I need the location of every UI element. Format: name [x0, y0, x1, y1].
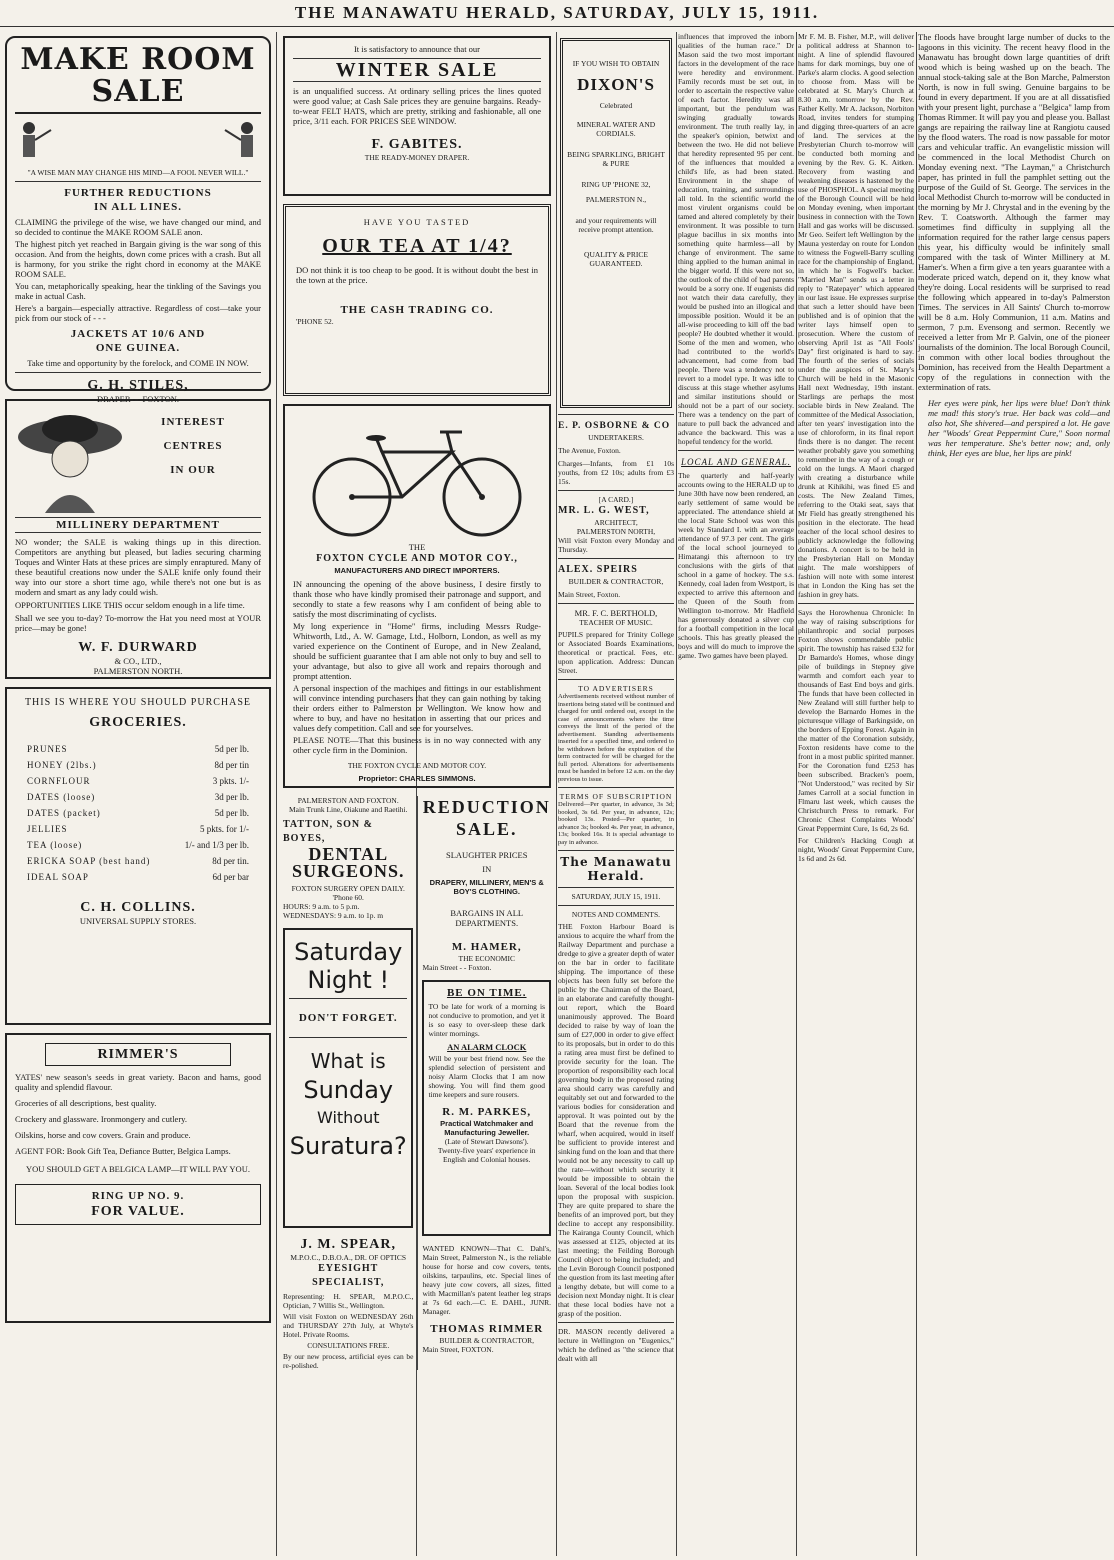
- stiles-illustration: [15, 120, 261, 166]
- stiles-p3: You can, metaphorically speaking, hear the tinkling of the Savings you make in actual Cash.: [15, 281, 261, 301]
- column-5: [798, 32, 914, 1556]
- spear-p4: By our new process, artificial eyes can be re-polished.: [283, 1352, 414, 1370]
- cycle-p3: A personal inspection of the machines and fittings in our establishment will convince intending purchasers that they can gain nothing by taking their orders either to Palmerston or Wellington. We know how and where to buy, and have no hesitation in asserting that our prices and values defy competition. Call and see for yourselves.: [293, 683, 541, 733]
- durward-h3: IN OUR: [170, 464, 216, 476]
- durward-p2: OPPORTUNITIES LIKE THIS occur seldom enough in a life time.: [15, 600, 245, 610]
- notes-head: NOTES AND COMMENTS.: [571, 910, 661, 919]
- stiles-jackets2: ONE GUINEA.: [95, 342, 181, 354]
- suratura-l3: DON'T FORGET.: [298, 1012, 398, 1024]
- rimmer2-name: THOMAS RIMMER: [430, 1323, 544, 1335]
- collins-name: C. H. COLLINS.: [80, 900, 196, 915]
- speirs-trade: BUILDER & CONTRACTOR,: [568, 577, 664, 586]
- cycle-prop: Proprietor: CHARLES SIMMONS.: [358, 774, 476, 783]
- reduction-name: M. HAMER,: [451, 941, 522, 953]
- subscription-title: TERMS OF SUBSCRIPTION: [559, 792, 673, 801]
- durward-p1: NO wonder; the SALE is waking things up in this direction. Competitors are anything but pleased, but ladies securing charming Toques and Winter Hats at these prices are simply enraptured. Many of these beautiful creations now under the SALE knife only found their way into our store a short time ago, while there's not one but is as modern and smart as any lady could wish.: [15, 537, 261, 597]
- betime-clock: AN ALARM CLOCK: [447, 1042, 527, 1052]
- grocery-item-name: DATES (packet): [27, 808, 101, 818]
- stiles-ad: [5, 36, 271, 404]
- paper-date: SATURDAY, JULY 15, 1911.: [571, 892, 661, 901]
- spear-name: J. M. SPEAR,: [300, 1237, 397, 1252]
- spear-ad: [283, 1236, 413, 1370]
- tatton-hours: HOURS: 9 a.m. to 5 p.m.: [283, 902, 360, 911]
- grocery-item: [13, 869, 263, 885]
- column-rule: [796, 32, 797, 1556]
- collins-price-list: [13, 741, 263, 885]
- advertisers-body: Advertisements received without number of insertions being stated will be continued and charged for until ordered out, except in the case of announcements where the time conveys the limit of the period of the advertisement. Standing advertisements inserted for a specified time, and ordered to be withdrawn before the expiration of the term contracted for will be charged for the full period. Alterations for advertisements must be handed in before 12 a.m. on the day previous to issue.: [558, 693, 674, 783]
- dixon-product: MINERAL WATER AND CORDIALS.: [576, 120, 656, 138]
- durward-p3: Shall we see you to-day? To-morrow the Hat you need most at YOUR price—may be gone!: [15, 613, 261, 633]
- grocery-item: [13, 837, 263, 853]
- grocery-item-price: 5d per lb.: [214, 744, 249, 754]
- tatton-name: TATTON, SON & BOYES,: [283, 819, 373, 844]
- reduction-sub1: SLAUGHTER PRICES: [446, 850, 528, 860]
- grocery-item-name: JELLIES: [27, 824, 68, 834]
- durward-name: W. F. DURWARD: [78, 640, 198, 655]
- cycle-p1: IN announcing the opening of the above business, I desire firstly to thank those who have kindly promised their patronage and support, and secondly to state a few reasons why I am confident of being able to satisfy the most discriminating of cyclists.: [293, 579, 541, 619]
- masthead: THE MANAWATU HERALD, SATURDAY, JULY 15, 1911.: [0, 0, 1114, 27]
- col7-poem: Her eyes were pink, her lips were blue! Don't think me mad! this story's true. Her back was cold—and also hot, She shivered—and perspired a lot. He gave her "Woods' Great Peppermint Cure," Soon normal was her temperature. She's better now; and, only think, Her eyes are blue, her lips are pink!: [928, 398, 1110, 458]
- west-visit: Will visit Foxton every Monday and Thursday.: [558, 536, 674, 554]
- osborne-name: E. P. OSBORNE & CO: [558, 421, 671, 431]
- subscription-body: Delivered—Per quarter, in advance, 3s 3d; booked, 3s 6d. Per year, in advance, 12s; booked 13s. Posted—Per quarter, in advance 3s; booked 4s. Per year, in advance, 13s; booked 16s. It is special advantage to pay in advance.: [558, 801, 674, 846]
- durward-place: PALMERSTON NORTH.: [93, 666, 183, 676]
- dixon-name: DIXON'S: [577, 75, 655, 94]
- column-rule: [556, 32, 557, 1556]
- figure-right-icon: [221, 120, 261, 166]
- rimmer-ring: RING UP NO. 9.: [91, 1190, 185, 1202]
- tatton-line1: PALMERSTON AND FOXTON.: [297, 796, 399, 805]
- grocery-item: [13, 773, 263, 789]
- west-name: MR. L. G. WEST,: [558, 505, 650, 516]
- lady-hat-icon: [15, 407, 125, 513]
- col6-body: Says the Horowhenua Chronicle: In the way of raising subscriptions for philanthropic and social purposes Foxton shows commendable public spirit. The township has raised £32 for Dr Barnardo's Homes, whose dingy pile of buildings in Stepney give warmth and comfort each year to thousands of East End boys and girls. The funds that have been collected in New Zealand will still further help to develop the Barnardo Homes in the picturesque village of Barkingside, on the borders of Epping Forest. Again in the matter of the Coronation subsidy, Foxton residents have come to the front in a most public spirited manner. For the Coronation fund £253 has been subscribed. Bracken's poem, "Not Understood," was recited by Sir James Carroll at a social function in Flmaru last week, which causes the Christchurch Press to remark. For Chronic Chest Complaints Woods' Great Peppermint Cure, 1s 6d, 2s 6d.: [798, 608, 914, 833]
- stiles-p5: Take time and opportunity by the forelock, and COME IN NOW.: [27, 358, 249, 368]
- betime-p1: TO be late for work of a morning is not conducive to promotion, and yet it is so easy to over-sleep these dark winter mornings.: [428, 1002, 545, 1038]
- col7-body: The floods have brought large number of ducks to the lagoons in this vicinity. The recent heavy flood in the Manawatu has brought down large quantities of drift wood which is being washed up on the beach. The annual stock-taking sale at the Bon Marche, Palmerston North, is now in full swing. Genuine bargains to be found in every department. If you are at all dissatisfied with your present light, purchase a "Belgica" lamp from Thomas Rimmer. It will pay you and please you. Ballast gangs are repairing the railway line at Rangiotu caused by the flood waters. The road is now passable for motor cars and vehicular traffic. An evangelistic mission will be commenced in the local Methodist Church on Monday evening next. "The Layman," a Christchurch paper, has printed in full the pamphlet setting out the purpose of the Guild of St. George. The services in the local Methodist Church to-morrow will be conducted in the morning by Mr J. Chrystal and in the evening by the Rev. T. Coatsworth. Although the farmer may sometimes find difficulty in supplying all the information required for the rather large census papers this year, his difficulty would be infinitely small compared with the task of Winter Millinery at M. Hamer's. When a firm give a ten years guarantee with a moderate priced watch, depend on it, they know what they're doing. Local residents will be surprised to read the following which appeared in to-day's Palmerston Times. The services in All Saints' Church to-morrow will be 8 a.m. Holy Communion, 11 a.m. Matins and sermon, 7 p.m. Evensong and sermon. Recently we received a letter from Mr P. Galvin, one of the pioneer journalists of the dominion. The local Borough Council, in common with other local bodies throughout the Dominion, has received from the Health Department a copy of the regulations in connection with the extermination of rats.: [918, 32, 1110, 392]
- dixon-ring: RING UP 'PHONE 32,: [581, 180, 651, 189]
- rimmer-p1: YATES' new season's seeds in great variety. Bacon and hams, good quality and splendid flavour.: [15, 1072, 261, 1092]
- stiles-p1: CLAIMING the privilege of the wise, we have changed our mind, and so decided to continue the MAKE ROOM SALE anon.: [15, 217, 261, 237]
- local-head: LOCAL AND GENERAL.: [681, 457, 791, 467]
- col4-top: influences that improved the inborn qualities of the human race." Dr Mason said the two most important factors in the development of the race were heredity and environment. Family records must be set out, in order to ascertain the respective value of each factor. Heredity was all important, but the pendulum was swinging gradually towards environment. The truth really lay, in the speaker's opinion, betwixt and between the two. He did not believe that heredity represented 95 per cent. of the influences that moulded a child's life, as had been stated. Environment in the shape of education, training, and surroundings all told. In the scientific world the most virulent organisms could be tamed and altered completely by their environment. It was possible to turn plague bacillus in six months into something quite harmless—all by change of environment. The same thing applied to the human animal in the bigger world. If this were not so, the outlook of the child of bad parents would be a sorry one. If eugenists did not watch their data carefully, they would be pushed into an illogical and impossible position. Would it be an all-wise proceeding to kill off the bad people? He doubted whether it would. Some of the men and women, who had contributed to the world's advancement, had come from bad people. There was a tendency not to revert to a model type. It was idle to discuss at this stage whether asylums and similar institutions should or should not be a part of our society. There was a tendency on the part of nature to pull back the advanced and advance the backward. This was a hopeful tendency for the world.: [678, 32, 794, 446]
- stiles-p2: The highest pitch yet reached in Bargain giving is the war song of this occasion. And from the heights, down come prices with a crash. But all is harmony, for you strike the right chord in economy at the MAKE ROOM SALE.: [15, 239, 261, 279]
- cycle-title: FOXTON CYCLE AND MOTOR COY.,: [316, 553, 518, 564]
- column-2: [280, 32, 554, 1556]
- suratura-l5: Sunday: [303, 1076, 394, 1104]
- grocery-item-name: TEA (loose): [27, 840, 83, 850]
- cashtrading-ad: [283, 204, 551, 396]
- reduction-sub2: DRAPERY, MILLINERY, MEN'S & BOY'S CLOTHING.: [429, 878, 544, 896]
- stiles-heading2: IN ALL LINES.: [94, 201, 182, 213]
- spear-quals: M.P.O.C., D.B.O.A., DR. OF OPTICS: [290, 1253, 407, 1262]
- column-rule: [676, 32, 677, 1556]
- suratura-l4: What is: [310, 1049, 386, 1073]
- speirs-addr: Main Street, Foxton.: [558, 590, 621, 599]
- grocery-item-price: 8d per tin: [214, 760, 249, 770]
- grocery-item: [13, 757, 263, 773]
- west-trade: ARCHITECT,: [594, 518, 638, 527]
- rimmer-ad: [5, 1033, 271, 1323]
- durward-h2: CENTRES: [163, 440, 223, 452]
- cycle-ad: [283, 404, 551, 788]
- rimmer-p6: YOU SHOULD GET A BELGICA LAMP—IT WILL PAY YOU.: [26, 1164, 250, 1174]
- rimmer-p4: Oilskins, horse and cow covers. Grain and produce.: [15, 1130, 191, 1140]
- column-1: [2, 32, 274, 1556]
- stiles-jackets1: JACKETS AT 10/6 AND: [70, 328, 206, 340]
- west-card: [A CARD.]: [598, 495, 634, 504]
- grocery-item-price: 5 pkts. for 1/-: [200, 824, 249, 834]
- berthold-body: PUPILS prepared for Trinity College or Associated Boards Examinations, theoretical or practical. Fees, etc. upon application. Address: Duncan Street.: [558, 630, 674, 675]
- grocery-item: [13, 789, 263, 805]
- cashtrading-intro: HAVE YOU TASTED: [363, 217, 471, 227]
- grocery-item-price: 8d per tin.: [212, 856, 249, 866]
- spear-p2: Will visit Foxton on WEDNESDAY 26th and THURSDAY 27th July, at Whyte's Hotel. Private Rooms.: [283, 1312, 414, 1339]
- cashtrading-body: DO not think it is too cheap to be good. It is without doubt the best in the town at the price.: [296, 265, 538, 285]
- collins-ad: [5, 687, 271, 1025]
- stiles-trade: DRAPER - - FOXTON.: [96, 394, 180, 404]
- osborne-trade: UNDERTAKERS.: [588, 433, 644, 442]
- grocery-item-name: ERICKA SOAP (best hand): [27, 856, 151, 866]
- betime-trade: Practical Watchmaker and Manufacturing Jeweller.: [440, 1119, 534, 1137]
- grocery-item-name: HONEY (2lbs.): [27, 760, 97, 770]
- gabites-body: is an unqualified success. At ordinary selling prices the lines quoted were good value; at Cash Sale prices they are genuine bargains. Ready-to-wear FELT HATS, which are pretty, striking and fashionable, all one price, 3/11 each. FOR PRICES SEE WINDOW.: [293, 86, 541, 126]
- collins-intro: THIS IS WHERE YOU SHOULD PURCHASE: [24, 697, 252, 708]
- rimmer2-trade: BUILDER & CONTRACTOR,: [439, 1336, 535, 1345]
- paper-title: The Manawatu Herald.: [560, 855, 672, 883]
- dixon-place: PALMERSTON N.,: [585, 195, 647, 204]
- bicycle-icon: [302, 412, 532, 542]
- cycle-p4: PLEASE NOTE—That this business is in no way connected with any other cycle firm in the Dominion.: [293, 735, 541, 755]
- suratura-l7: Suratura?: [289, 1132, 407, 1160]
- betime-late: (Late of Stewart Dawsons').: [444, 1137, 529, 1146]
- gabites-sub: THE READY-MONEY DRAPER.: [364, 153, 470, 162]
- tatton-sub: FOXTON SURGERY OPEN DAILY.: [291, 884, 405, 893]
- durward-h1: INTEREST: [161, 416, 225, 428]
- reduction-addr: Main Street - - Foxton.: [422, 963, 492, 972]
- grocery-item: [13, 821, 263, 837]
- gabites-ad: [283, 36, 551, 196]
- cashtrading-name: THE CASH TRADING CO.: [340, 304, 494, 316]
- tatton-title2: SURGEONS.: [291, 861, 405, 881]
- dixon-ad: [560, 38, 672, 408]
- grocery-item-price: 3 pkts. 1/-: [212, 776, 249, 786]
- gabites-name: F. GABITES.: [371, 137, 463, 152]
- dixon-desc: BEING SPARKLING, BRIGHT & PURE: [567, 150, 665, 168]
- reduction-title2: SALE.: [455, 819, 518, 839]
- figure-left-icon: [15, 120, 55, 166]
- berthold-trade: TEACHER OF MUSIC.: [579, 618, 653, 627]
- grocery-item-price: 6d per bar: [212, 872, 249, 882]
- grocery-item-name: DATES (loose): [27, 792, 96, 802]
- spear-title: EYESIGHT SPECIALIST,: [312, 1263, 385, 1288]
- rimmer-p3: Crockery and glassware. Ironmongery and cutlery.: [15, 1114, 187, 1124]
- column-3: [558, 32, 674, 1556]
- col2-left-sub: [283, 796, 413, 1370]
- durward-top: [15, 407, 261, 513]
- rimmer2-addr: Main Street, FOXTON.: [422, 1345, 494, 1354]
- grocery-item: [13, 741, 263, 757]
- speirs-name: ALEX. SPEIRS: [558, 564, 638, 575]
- column-rule: [916, 32, 917, 1556]
- grocery-item-price: 3d per lb.: [214, 792, 249, 802]
- wanted-body: WANTED KNOWN—That C. Dahl's, Main Street, Palmerston N., is the reliable house for horse and cow covers, tents, oilskins, tarpaulins, etc. Special lines of heavy jute cow covers, all sizes, fitted with Macmillan's patent leather leg straps at 7s 6d each.—C. E. DAHL, JUNR. Manager.: [422, 1244, 551, 1316]
- column-rule: [276, 32, 277, 1556]
- stiles-p4: Here's a bargain—especially attractive. Regardless of cost—take your pick from our stock of - - -: [15, 303, 261, 323]
- suratura-l1: Saturday: [294, 938, 403, 966]
- cycle-footer: THE FOXTON CYCLE AND MOTOR COY.: [347, 761, 487, 770]
- grocery-item-name: IDEAL SOAP: [27, 872, 89, 882]
- dixon-intro: IF YOU WISH TO OBTAIN: [572, 59, 660, 68]
- west-place: PALMERSTON NORTH,: [576, 527, 656, 536]
- advertisers-title: TO ADVERTISERS: [578, 684, 654, 693]
- grocery-item: [13, 853, 263, 869]
- tatton-title1: DENTAL: [308, 844, 389, 864]
- reduction-sub: THE ECONOMIC: [458, 954, 515, 963]
- suratura-l6: Without: [316, 1108, 380, 1127]
- reduction-bargains: BARGAINS IN ALL DEPARTMENTS.: [450, 908, 524, 928]
- durward-co: & CO., LTD.,: [114, 656, 162, 666]
- collins-heading: GROCERIES.: [89, 715, 187, 730]
- grocery-item: [13, 805, 263, 821]
- spear-p1: Representing: H. SPEAR, M.P.O.C., Optician, 7 Willis St., Wellington.: [283, 1292, 414, 1310]
- suratura-l2: Night !: [307, 966, 390, 994]
- dixon-closing: and your requirements will receive prompt attention.: [575, 216, 657, 234]
- gabites-title: WINTER SALE: [293, 58, 541, 82]
- stiles-title: MAKE ROOM SALE: [15, 44, 261, 114]
- tatton-wed: WEDNESDAYS: 9 a.m. to 1p. m: [283, 911, 384, 920]
- cycle-the: THE: [408, 542, 426, 552]
- betime-p2: Will be your best friend now. See the splendid selection of persistent and noisy Alarm Clocks that I am now showing. You will find them good time keepers and sure rousers.: [428, 1054, 545, 1099]
- column-4: [678, 32, 794, 1556]
- betime-exp: Twenty-five years' experience in English and Colonial houses.: [437, 1146, 536, 1164]
- stiles-heading1: FURTHER REDUCTIONS: [64, 187, 212, 199]
- gabites-intro: It is satisfactory to announce that our: [353, 44, 481, 54]
- collins-sub: UNIVERSAL SUPPLY STORES.: [79, 916, 197, 926]
- berthold-name: MR. F. C. BERTHOLD,: [574, 608, 658, 618]
- stiles-motto: "A WISE MAN MAY CHANGE HIS MIND—A FOOL NEVER WILL.": [27, 168, 249, 177]
- suratura-ad: [283, 928, 413, 1228]
- local-body: The quarterly and half-yearly accounts owing to the HERALD up to June 30th have now been rendered, an early settlement of same would be appreciated. The attendance shield at the local State School was won this week by Standard I. with an average attendance of 97.3 per cent. The girls of the local school journeyed to Himatangi this afternoon to try conclusions with the girls of that school in a game of hockey. The s.s. Kennedy, coal laden from Westport, is expected to arrive this afternoon and the Queen of the South from Wellington to-morrow. Mr Hadfield has generously donated a silver cup for a football competition in the local schools. This has greatly pleased the boys and will do much to improve the game. Two games have been played.: [678, 471, 794, 660]
- grocery-item-name: CORNFLOUR: [27, 776, 91, 786]
- grocery-item-price: 5d per lb.: [214, 808, 249, 818]
- grocery-item-name: PRUNES: [27, 744, 68, 754]
- col5-bottom: For Children's Hacking Cough at night, Woods' Great Peppermint Cure, 1s 6d and 2s 6d.: [798, 836, 914, 863]
- betime-title: BE ON TIME.: [446, 987, 527, 999]
- tatton-phone: 'Phone 60.: [332, 893, 364, 902]
- osborne-charges: Charges—Infants, from £1 10s youths, from £2 10s; adults from £3 15s.: [558, 459, 674, 486]
- reduction-in: IN: [482, 864, 492, 874]
- rimmer-value: FOR VALUE.: [91, 1204, 185, 1219]
- osborne-addr: The Avenue, Foxton.: [558, 446, 621, 455]
- betime-name: R. M. PARKES,: [442, 1106, 532, 1118]
- dixon-footer: QUALITY & PRICE GUARANTEED.: [584, 250, 648, 268]
- rimmer-p5: AGENT FOR: Book Gift Tea, Defiance Butter, Belgica Lamps.: [15, 1146, 231, 1156]
- cashtrading-title: OUR TEA AT 1/4?: [322, 235, 512, 257]
- reduction-title1: REDUCTION: [422, 797, 551, 817]
- rimmer-p2: Groceries of all descriptions, best quality.: [15, 1098, 157, 1108]
- tatton-line2: Main Trunk Line, Oiakune and Raetihi.: [288, 805, 408, 814]
- dixon-celebrated: Celebrated: [599, 101, 633, 110]
- spear-p3: CONSULTATIONS FREE.: [307, 1341, 390, 1350]
- column-6: [918, 32, 1110, 1556]
- durward-ad: [5, 399, 271, 679]
- notes-body: THE Foxton Harbour Board is anxious to acquire the wharf from the Railway Department and purchase a dredge to give a greater depth of water on the bar in order to facilitate shipping. The importance of these objects has been fully set before the public by the Chairman of the Board, in an elaborate and carefully thought-out report, which the Board unanimously approved. The Board decided to raise by way of loan the sum of £27,000 in order to give effect to its proposals, but in order to do this a rating area must first be defined to provide security for the loan. The proportion of responsibility each local governing body in the proposed rating area should carry was carefully and equitably set out and forwarded to the various bodies for consideration and approval. It was pointed out by the Board that the revenue from the wharf, when acquired, would in itself be sufficient to provide interest and sinking fund on the loan and that there would not be any necessity to call up the rate—without which security it would be impossible to obtain the loan. Several of the local bodies look upon the proposal with suspicion. They are quite prepared to share the benefits of an improved port, but they decline to accept any responsibility. The Kairanga County Council, which was assessed at £125, objected at its last meeting; the Feilding Borough Council object to being included; and the Levin Borough Council postponed the question from its last meeting after a lengthy debate, but will come to a decision next Monday night. It is clear that these local bodies have not a grasp of the position.: [558, 922, 674, 1318]
- cycle-p2: My long experience in "Home" firms, including Messrs Rudge-Whitworth, Ltd., A. W. Gamage, Ltd., Holborn, London, as well as my varied experience on the Continent of Europe, and in New Zealand, should be sufficient guarantee that I am able not only to buy and sell to your advantage, but also to give all work and repairs thorough and prompt attention.: [293, 621, 541, 681]
- grocery-item-price: 1/- and 1/3 per lb.: [184, 840, 249, 850]
- rimmer-ring-box: [15, 1184, 261, 1225]
- durward-dept: MILLINERY DEPARTMENT: [15, 517, 261, 533]
- cashtrading-phone: 'PHONE 52.: [296, 317, 334, 326]
- stiles-name: G. H. STILES,: [87, 378, 189, 393]
- rimmer-title: RIMMER'S: [45, 1043, 231, 1066]
- col2-right-sub: [417, 796, 551, 1370]
- col4-bottom: DR. MASON recently delivered a lecture in Wellington on "Eugenics," which he defined as "the science that dealt with all: [558, 1327, 674, 1363]
- betime-ad: [422, 980, 551, 1236]
- cycle-sub: MANUFACTURERS AND DIRECT IMPORTERS.: [334, 566, 500, 575]
- col5-body: Mr F. M. B. Fisher, M.P., will deliver a political address at Shannon to-night. A line of splendid flavoured hams for dark mornings, buy one of Parke's alarm clocks. A good selection to choose from. Mass will be celebrated at St. Mary's Church at 8.30 a.m. tomorrow by the Rev. Father Kelly. Mr A. Jackson, Norbiton Road, invites tenders for stumping and digging three-quarters of an acre of land. The services at the Presbyterian Church to-morrow will be conducted both morning and evening by the Rev. G. K. Aitken. Recovery from wasting and weakening diseases is hastened by the use of PHOSPHOL. A special meeting of the Borough Council will be held on Monday evening, when important business in connection with the Town Hall and gas works will be discussed. Mr Geo. Seifert left Wellington by the Mauna yesterday on route for London to witness the Fogwell-Barry sculling race for the championship of England, in which he is Fogwell's backer. "Married Man" sends us a letter in reply to "Ratepayer" which appeared in our last issue. He expresses surprise that such a letter should have been published and is of opinion that the writer lays himself open to prosecution. Where the custom of observing April 1st as "All Fools' Day" first originated is hard to say. The fourth of the series of socials under the auspices of St. Mary's Church will be held in the Masonic Hall next Wednesday, 19th instant. Starlings are perhaps the most sociable birds in New Zealand. The committee of the Medical Association, after ten years' investigation into the use of chloroform, in its final report finds there is no danger. The recent weather probably gave you something to remember in the way of a cough or cold on the lungs. A Maori charged with creating a disturbance while drunk at Kihikihi, was fined £5 and costs. The New Zealand Times, referring to the Otaki seat, says that Mr Field has greatly strengthened his position in the electorate. The head teacher of the local school desires to publicly acknowledge the following donations. A concert is to be held in the Presbyterian Hall on Monday night. The male worshippers of fashion will note with some interest that in London the King has set the fashion in grey hats.: [798, 32, 915, 599]
